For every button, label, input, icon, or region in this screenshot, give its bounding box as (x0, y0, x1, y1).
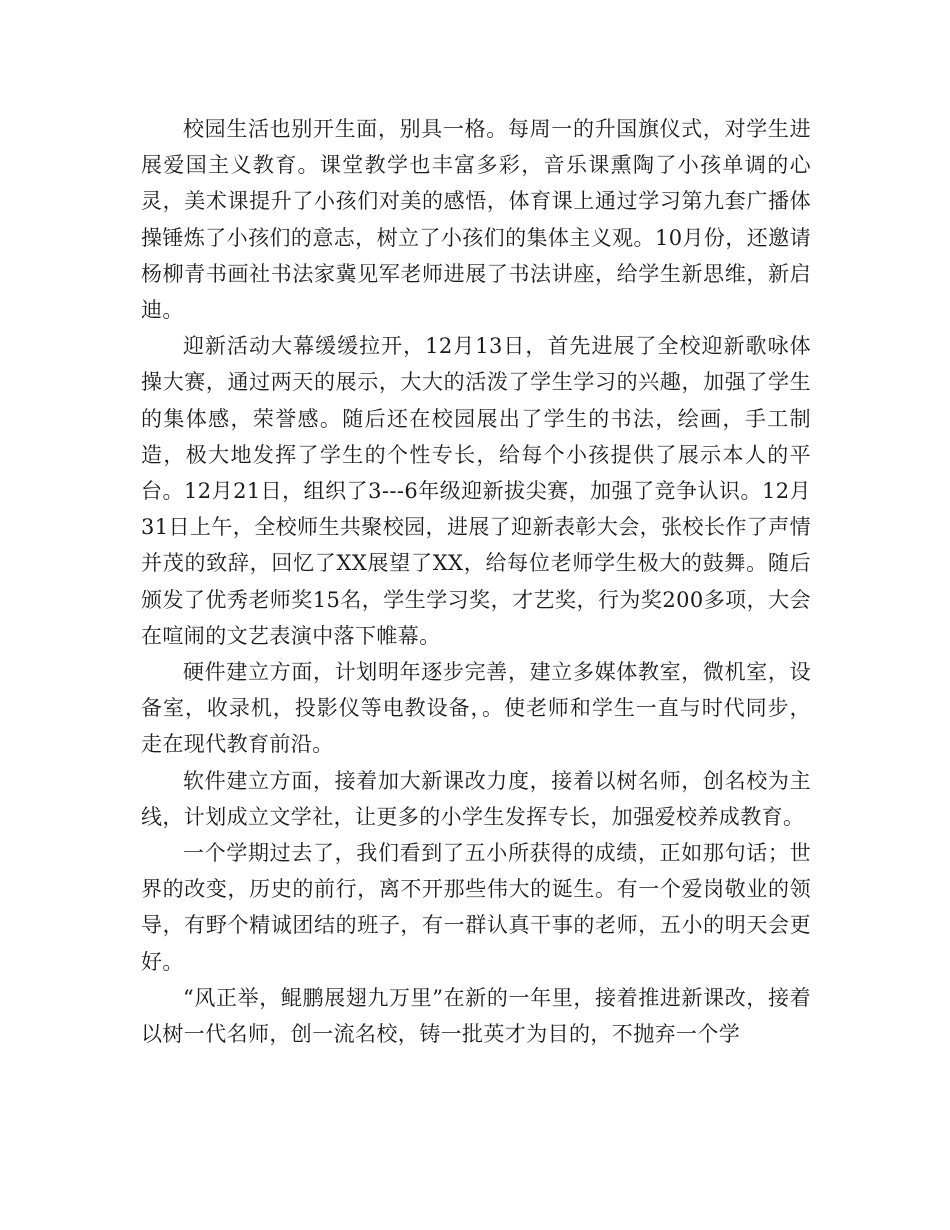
paragraph-new-year-activities: 迎新活动大幕缓缓拉开，12月13日，首先进展了全校迎新歌咏体操大赛，通过两天的展示，大大的活泼了学生学习的兴趣，加强了学生的集体感，荣誉感。随后还在校园展出了学生的书法，绘画，手工制造，极大地发挥了学生的个性专长，给每个小孩提供了展示本人的平台。12月21日，组织了3---6年级迎新拔尖赛，加强了竞争认识。12月31日上午，全校师生共聚校园，进展了迎新表彰大会，张校长作了声情并茂的致辞，回忆了XX展望了XX，给每位老师学生极大的鼓舞。随后颁发了优秀老师奖15名，学生学习奖，才艺奖，行为奖200多项，大会在喧闹的文艺表演中落下帷幕。 (141, 334, 811, 648)
document-body (141, 111, 811, 1052)
paragraph-campus-life: 校园生活也别开生面，别具一格。每周一的升国旗仪式，对学生进展爱国主义教育。课堂教学也丰富多彩，音乐课熏陶了小孩单调的心灵，美术课提升了小孩们对美的感悟，体育课上通过学习第九套广播体操锤炼了小孩们的意志，树立了小孩们的集体主义观。10月份，还邀请杨柳青书画社书法家冀见军老师进展了书法讲座，给学生新思维，新启迪。 (141, 117, 811, 323)
paragraph-software: 软件建立方面，接着加大新课改力度，接着以树名师，创名校为主线，计划成立文学社，让更多的小学生发挥专长，加强爱校养成教育。 (141, 768, 811, 829)
paragraph-hardware: 硬件建立方面，计划明年逐步完善，建立多媒体教室，微机室，设备室，收录机，投影仪等电教设备，。使老师和学生一直与时代同步，走在现代教育前沿。 (141, 660, 811, 757)
paragraph-outlook: “风正举，鲲鹏展翅九万里”在新的一年里，接着推进新课改，接着以树一代名师，创一流名校，铸一批英才为目的，不抛弃一个学 (141, 985, 811, 1047)
paragraph-semester-summary: 一个学期过去了，我们看到了五小所获得的成绩，正如那句话；世界的改变，历史的前行，离不开那些伟大的诞生。有一个爱岗敬业的领导，有野个精诚团结的班子，有一群认真干事的老师，五小的明天会更好。 (141, 841, 811, 974)
